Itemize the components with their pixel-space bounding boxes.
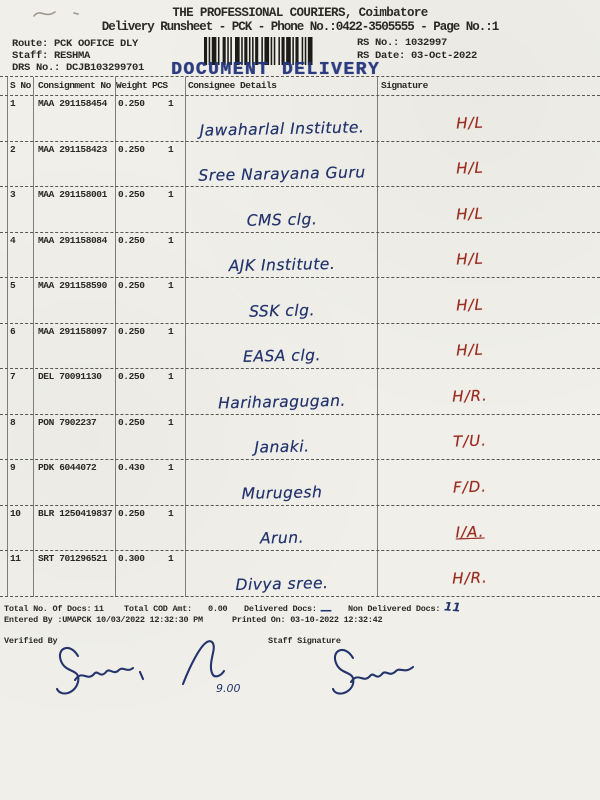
rs-date-value: 03-Oct-2022 xyxy=(411,50,478,62)
row-sno: 10 xyxy=(10,507,21,519)
staff-signature-label: Staff Signature xyxy=(268,636,341,646)
staff-middle-signature xyxy=(176,636,268,700)
row-signature-handwritten: H/L xyxy=(455,249,485,269)
row-consignment-no: PDK 6044072 xyxy=(38,462,97,473)
row-weight: 0.250 xyxy=(118,416,145,428)
table-row xyxy=(0,187,600,233)
row-weight: 0.250 xyxy=(118,507,145,519)
document-delivery-stamp: DOCUMENT DELIVERY xyxy=(171,59,381,81)
row-consignment-no: MAA 291158590 xyxy=(38,280,107,291)
row-pcs: 1 xyxy=(168,553,174,564)
row-consignment-no: SRT 701296521 xyxy=(38,553,107,564)
row-consignment-no: BLR 1250419837 xyxy=(38,507,113,519)
row-consignee-handwritten: Arun. xyxy=(259,528,305,548)
runsheet-table xyxy=(0,76,600,597)
row-weight: 0.250 xyxy=(118,325,145,337)
row-consignee-handwritten: Murugesh xyxy=(241,482,323,503)
table-row xyxy=(0,96,600,142)
table-row xyxy=(0,278,600,324)
row-pcs: 1 xyxy=(168,234,174,246)
table-row xyxy=(0,324,600,370)
table-row xyxy=(0,142,600,188)
row-consignee-handwritten: SSK clg. xyxy=(248,300,316,321)
cod-amt-value: 0.00 xyxy=(208,604,228,614)
row-consignment-no: MAA 291158001 xyxy=(38,189,107,200)
row-consignee-handwritten: Sree Narayana Guru xyxy=(198,163,366,185)
row-signature-handwritten: H/L xyxy=(455,295,485,314)
row-consignee-handwritten: EASA clg. xyxy=(242,346,322,366)
row-weight: 0.430 xyxy=(118,462,145,473)
row-sno: 9 xyxy=(10,462,16,473)
table-row xyxy=(0,233,600,279)
staff-line xyxy=(12,50,90,62)
row-weight: 0.250 xyxy=(118,143,145,155)
row-pcs: 1 xyxy=(168,325,174,337)
row-sno: 4 xyxy=(10,234,16,246)
company-title: THE PROFESSIONAL COURIERS, Coimbatore xyxy=(172,6,428,20)
row-sno: 3 xyxy=(10,189,16,200)
row-consignment-no: MAA 291158084 xyxy=(38,234,107,246)
row-pcs: 1 xyxy=(168,462,174,473)
drs-value: DCJB103299701 xyxy=(66,62,145,74)
row-signature-handwritten: H/R. xyxy=(451,385,489,406)
rs-date-label: RS Date: xyxy=(357,50,406,62)
row-consignment-no: PON 7902237 xyxy=(38,416,97,428)
row-sno: 7 xyxy=(10,371,16,382)
row-signature-handwritten: H/L xyxy=(455,204,485,223)
row-signature-handwritten: T/U. xyxy=(452,431,488,451)
row-consignment-no: DEL 70091130 xyxy=(38,371,102,382)
route-line xyxy=(12,38,138,50)
delivered-docs-handwritten-mark: — xyxy=(320,603,331,617)
header-sno: S No xyxy=(10,80,31,91)
row-signature-handwritten: H/L xyxy=(455,113,485,132)
row-weight: 0.250 xyxy=(118,234,145,246)
rs-no-line xyxy=(357,37,447,49)
row-signature-handwritten: H/L xyxy=(455,340,485,360)
row-sno: 11 xyxy=(10,553,21,564)
header-pcs: PCS xyxy=(152,80,168,91)
rs-no-label: RS No.: xyxy=(357,37,400,49)
total-docs-label: Total No. Of Docs: xyxy=(4,604,92,614)
drs-label: DRS No.: xyxy=(12,62,61,74)
row-pcs: 1 xyxy=(168,143,174,155)
staff-label: Staff: xyxy=(12,50,49,62)
table-row xyxy=(0,506,600,552)
row-sno: 8 xyxy=(10,416,16,428)
staff-signature-scribble xyxy=(325,644,425,702)
row-signature-handwritten: F/D. xyxy=(452,476,488,497)
sig-note-handwritten: 9.00 xyxy=(216,682,241,695)
row-consignee-handwritten: Divya sree. xyxy=(235,573,329,594)
row-signature-handwritten: H/L xyxy=(455,158,485,178)
row-pcs: 1 xyxy=(168,371,174,382)
row-consignee-handwritten: Janaki. xyxy=(254,437,310,457)
non-delivered-docs-label: Non Delivered Docs: xyxy=(348,604,441,614)
row-sno: 6 xyxy=(10,325,16,337)
header-consignment: Consignment No xyxy=(38,80,111,91)
table-row xyxy=(0,551,600,597)
row-consignment-no: MAA 291158454 xyxy=(38,98,107,109)
cod-amt-label: Total COD Amt: xyxy=(124,604,192,614)
row-consignee-handwritten: Jawaharlal Institute. xyxy=(199,117,365,140)
row-consignee-handwritten: AJK Institute. xyxy=(228,254,336,276)
entered-by-line: Entered By :UMAPCK 10/03/2022 12:32:30 PM xyxy=(4,615,203,625)
table-row xyxy=(0,415,600,461)
staff-value: RESHMA xyxy=(54,50,91,62)
row-weight: 0.250 xyxy=(118,280,145,291)
row-pcs: 1 xyxy=(168,280,174,291)
verified-by-signature xyxy=(48,640,158,704)
table-rows xyxy=(0,96,600,597)
table-row xyxy=(0,460,600,506)
row-pcs: 1 xyxy=(168,507,174,519)
row-signature-handwritten: H/R. xyxy=(451,567,489,588)
row-weight: 0.300 xyxy=(118,553,145,564)
printed-on-line: Printed On: 03-10-2022 12:32:42 xyxy=(232,615,383,625)
row-weight: 0.250 xyxy=(118,371,145,382)
row-signature-handwritten: I/A. xyxy=(455,522,485,542)
non-delivered-docs-handwritten-value: 11 xyxy=(443,599,462,615)
drs-line xyxy=(12,62,144,74)
header-weight: Weight xyxy=(116,80,148,91)
rs-no-value: 1032997 xyxy=(405,37,448,49)
row-consignee-handwritten: Hariharagugan. xyxy=(217,391,347,412)
row-consignee-handwritten: CMS clg. xyxy=(246,209,318,230)
row-consignment-no: MAA 291158097 xyxy=(38,325,107,337)
row-weight: 0.250 xyxy=(118,98,145,109)
verified-by-label: Verified By xyxy=(4,636,58,646)
route-value: PCK OOFICE DLY xyxy=(54,38,139,50)
total-docs-value: 11 xyxy=(94,604,104,614)
delivered-docs-label: Delivered Docs: xyxy=(244,604,317,614)
row-pcs: 1 xyxy=(168,189,174,200)
row-weight: 0.250 xyxy=(118,189,145,200)
row-sno: 2 xyxy=(10,143,16,155)
route-label: Route: xyxy=(12,38,49,50)
table-row xyxy=(0,369,600,415)
row-sno: 1 xyxy=(10,98,16,109)
header-consignee: Consignee Details xyxy=(188,80,277,91)
row-pcs: 1 xyxy=(168,98,174,109)
row-pcs: 1 xyxy=(168,416,174,428)
row-sno: 5 xyxy=(10,280,16,291)
runsheet-subtitle: Delivery Runsheet - PCK - Phone No.:0422-3505555 - Page No.:1 xyxy=(101,20,499,34)
header-signature: Signature xyxy=(381,80,428,91)
row-consignment-no: MAA 291158423 xyxy=(38,143,107,155)
